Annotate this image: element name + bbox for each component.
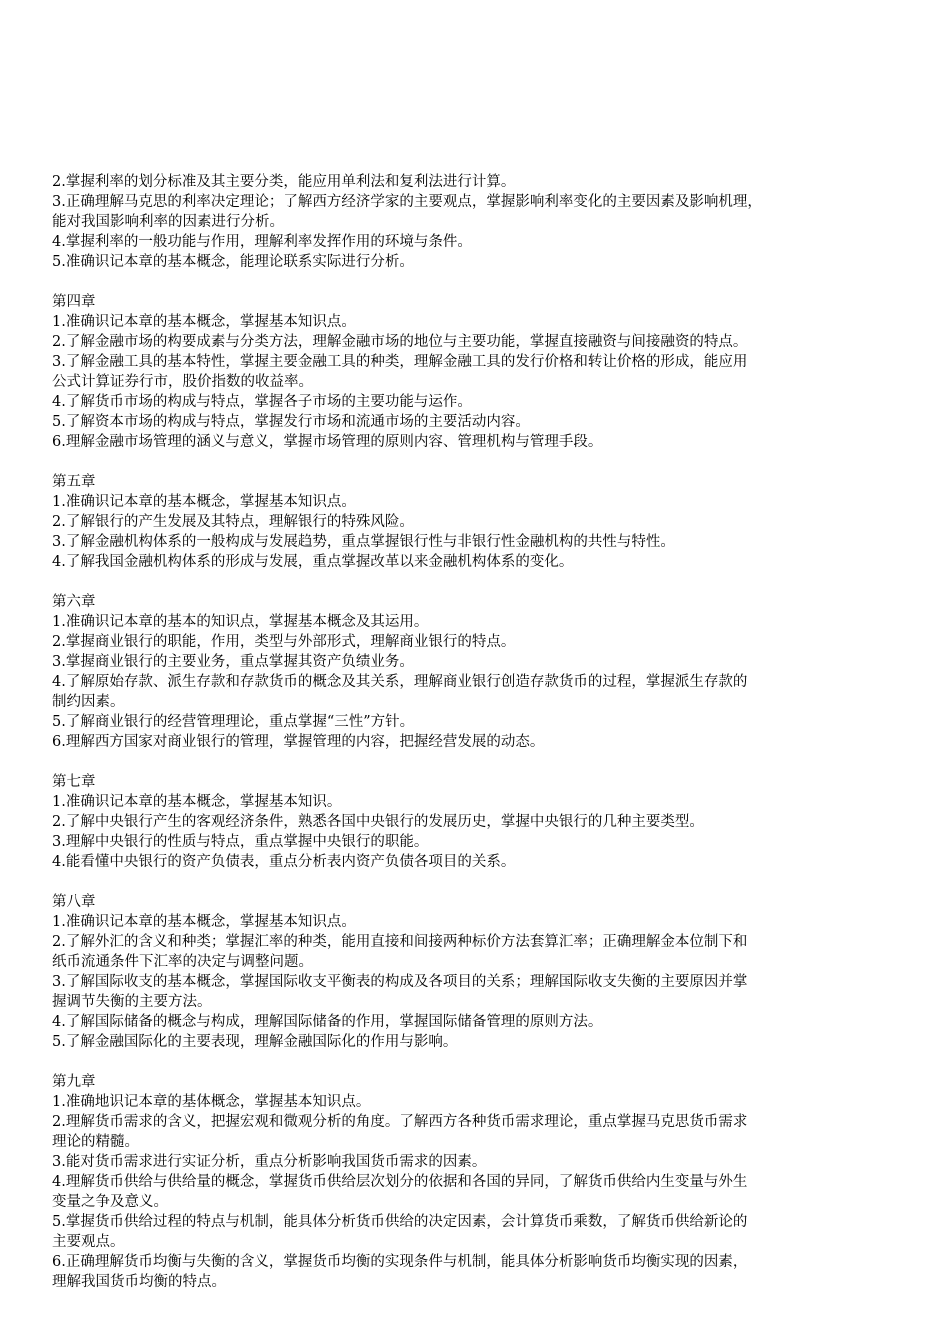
objective-line: 4.了解国际储备的概念与构成，理解国际储备的作用，掌握国际储备管理的原则方法。 <box>52 1014 603 1030</box>
objective-line: 握调节失衡的主要方法。 <box>52 994 212 1010</box>
chapter-title: 第七章 <box>52 774 96 790</box>
objective-line: 理论的精髓。 <box>52 1134 139 1150</box>
objective-line: 3.了解金融工具的基本特性，掌握主要金融工具的种类，理解金融工具的发行价格和转让价格的形成，能应用 <box>52 354 748 370</box>
chapter-title: 第五章 <box>52 474 96 490</box>
chapter-5 <box>52 472 862 572</box>
objective-line: 6.正确理解货币均衡与失衡的含义，掌握货币均衡的实现条件与机制，能具体分析影响货币均衡实现的因素， <box>52 1254 748 1270</box>
objective-line: 3.正确理解马克思的利率决定理论；了解西方经济学家的主要观点，掌握影响利率变化的主要因素及影响机理， <box>52 194 762 210</box>
objective-line: 4.了解货币市场的构成与特点，掌握各子市场的主要功能与运作。 <box>52 394 472 410</box>
objective-line: 能对我国影响利率的因素进行分析。 <box>52 214 284 230</box>
objective-line: 1.准确识记本章的基本概念，掌握基本知识点。 <box>52 914 356 930</box>
objective-line: 4.掌握利率的一般功能与作用，理解利率发挥作用的环境与条件。 <box>52 234 472 250</box>
chapter-3-continuation <box>52 172 862 272</box>
objective-line: 3.掌握商业银行的主要业务，重点掌握其资产负绩业务。 <box>52 654 414 670</box>
objective-line: 2.理解货币需求的含义，把握宏观和微观分析的角度。了解西方各种货币需求理论，重点掌握马克思货币需求 <box>52 1114 748 1130</box>
chapter-6 <box>52 592 862 752</box>
objective-line: 2.掌握商业银行的职能，作用，类型与外部形式，理解商业银行的特点。 <box>52 634 516 650</box>
objective-line: 3.理解中央银行的性质与特点，重点掌握中央银行的职能。 <box>52 834 429 850</box>
objective-line: 1.准确识记本章的基本概念，掌握基本知识点。 <box>52 494 356 510</box>
chapter-8 <box>52 892 862 1052</box>
objective-line: 5.掌握货币供给过程的特点与机制，能具体分析货币供给的决定因素，会计算货币乘数，了解货币供给新论的 <box>52 1214 748 1230</box>
chapter-7 <box>52 772 862 872</box>
chapter-title: 第六章 <box>52 594 96 610</box>
objective-line: 3.了解国际收支的基本概念，掌握国际收支平衡表的构成及各项目的关系；理解国际收支失衡的主要原因并掌 <box>52 974 748 990</box>
objective-line: 6.理解金融市场管理的涵义与意义，掌握市场管理的原则内容、管理机构与管理手段。 <box>52 434 603 450</box>
chapter-title: 第八章 <box>52 894 96 910</box>
chapter-title: 第四章 <box>52 294 96 310</box>
objective-line: 5.了解商业银行的经营管理理论，重点掌握“三性”方针。 <box>52 714 415 730</box>
objective-line: 3.了解金融机构体系的一般构成与发展趋势，重点掌握银行性与非银行性金融机构的共性与特性。 <box>52 534 675 550</box>
objective-line: 2.了解中央银行产生的客观经济条件，熟悉各国中央银行的发展历史，掌握中央银行的几种主要类型。 <box>52 814 704 830</box>
objective-line: 2.掌握利率的划分标准及其主要分类，能应用单利法和复利法进行计算。 <box>52 174 516 190</box>
objective-line: 主要观点。 <box>52 1234 125 1250</box>
objective-line: 2.了解银行的产生发展及其特点，理解银行的特殊风险。 <box>52 514 414 530</box>
objective-line: 变量之争及意义。 <box>52 1194 168 1210</box>
objective-line: 4.理解货币供给与供给量的概念，掌握货币供给层次划分的依据和各国的异同，了解货币供给内生变量与外生 <box>52 1174 748 1190</box>
objective-line: 1.准确地识记本章的基体概念，掌握基本知识点。 <box>52 1094 371 1110</box>
chapter-9 <box>52 1072 862 1292</box>
objective-line: 4.了解我国金融机构体系的形成与发展，重点掌握改革以来金融机构体系的变化。 <box>52 554 574 570</box>
chapter-4 <box>52 292 862 452</box>
objective-line: 理解我国货币均衡的特点。 <box>52 1274 226 1290</box>
objective-line: 5.了解金融国际化的主要表现，理解金融国际化的作用与影响。 <box>52 1034 458 1050</box>
objective-line: 1.准确识记本章的基本概念，掌握基本知识点。 <box>52 314 356 330</box>
objective-line: 公式计算证券行市，股价指数的收益率。 <box>52 374 313 390</box>
objective-line: 2.了解金融市场的构要成素与分类方法，理解金融市场的地位与主要功能，掌握直接融资与间接融资的特点。 <box>52 334 748 350</box>
objective-line: 1.准确识记本章的基本概念，掌握基本知识。 <box>52 794 342 810</box>
objective-line: 1.准确识记本章的基本的知识点，掌握基本概念及其运用。 <box>52 614 429 630</box>
chapter-title: 第九章 <box>52 1074 96 1090</box>
objective-line: 5.准确识记本章的基本概念，能理论联系实际进行分析。 <box>52 254 414 270</box>
objective-line: 3.能对货币需求进行实证分析，重点分析影响我国货币需求的因素。 <box>52 1154 487 1170</box>
objective-line: 4.能看懂中央银行的资产负债表，重点分析表内资产负债各项目的关系。 <box>52 854 516 870</box>
document-page <box>52 172 862 1312</box>
objective-line: 6.理解西方国家对商业银行的管理，掌握管理的内容，把握经营发展的动态。 <box>52 734 545 750</box>
objective-line: 制约因素。 <box>52 694 125 710</box>
objective-line: 5.了解资本市场的构成与特点，掌握发行市场和流通市场的主要活动内容。 <box>52 414 530 430</box>
objective-line: 纸币流通条件下汇率的决定与调整问题。 <box>52 954 313 970</box>
objective-line: 4.了解原始存款、派生存款和存款货币的概念及其关系，理解商业银行创造存款货币的过程，掌握派生存款的 <box>52 674 748 690</box>
objective-line: 2.了解外汇的含义和种类；掌握汇率的种类，能用直接和间接两种标价方法套算汇率；正确理解金本位制下和 <box>52 934 748 950</box>
